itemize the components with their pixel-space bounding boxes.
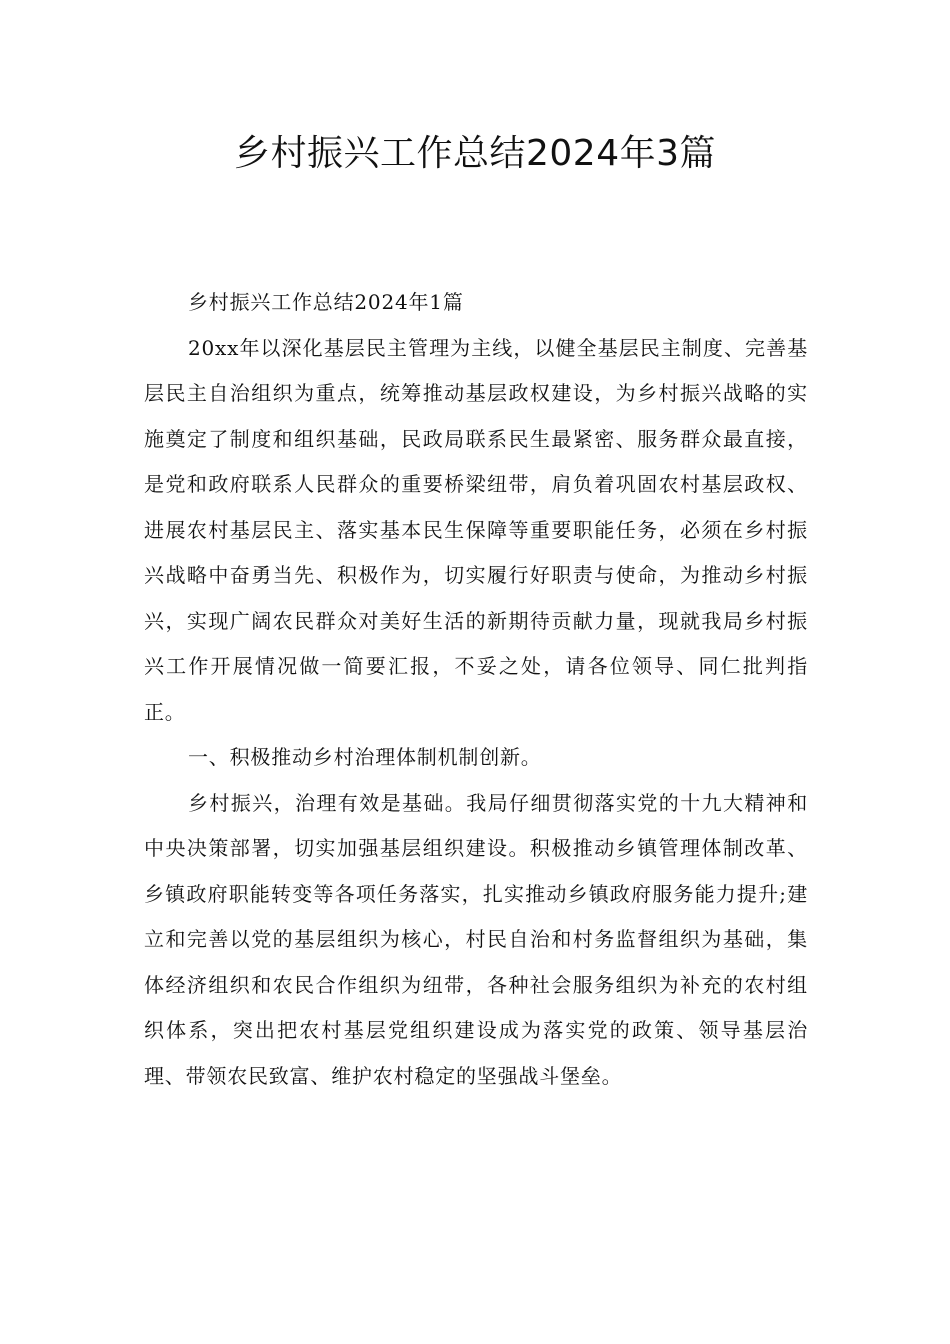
section-heading-1: 一、积极推动乡村治理体制机制创新。 xyxy=(188,745,542,769)
document-title: 乡村振兴工作总结2024年3篇 xyxy=(233,133,717,174)
section-heading-part-1: 乡村振兴工作总结2024年1篇 xyxy=(188,290,464,314)
section-1-paragraph: 乡村振兴，治理有效是基础。我局仔细贯彻落实党的十九大精神和中央决策部署，切实加强基层组织建设。积极推动乡镇管理体制改革、乡镇政府职能转变等各项任务落实，扎实推动乡镇政府服务能力提升;建立和完善以党的基层组织为核心，村民自治和村务监督组织为基础，集体经济组织和农民合作组织为纽带，各种社会服务组织为补充的农村组织体系，突出把农村基层党组织建设成为落实党的政策、领导基层治理、带领农民致富、维护农村稳定的坚强战斗堡垒。 xyxy=(144,790,808,1088)
intro-paragraph: 20xx年以深化基层民主管理为主线，以健全基层民主制度、完善基层民主自治组织为重点，统筹推动基层政权建设，为乡村振兴战略的实施奠定了制度和组织基础，民政局联系民生最紧密、服务群众最直接，是党和政府联系人民群众的重要桥梁纽带，肩负着巩固农村基层政权、进展农村基层民主、落实基本民生保障等重要职能任务，必须在乡村振兴战略中奋勇当先、积极作为，切实履行好职责与使命，为推动乡村振兴，实现广阔农民群众对美好生活的新期待贡献力量，现就我局乡村振兴工作开展情况做一简要汇报，不妥之处，请各位领导、同仁批判指正。 xyxy=(144,335,808,724)
document-body xyxy=(144,280,808,1099)
